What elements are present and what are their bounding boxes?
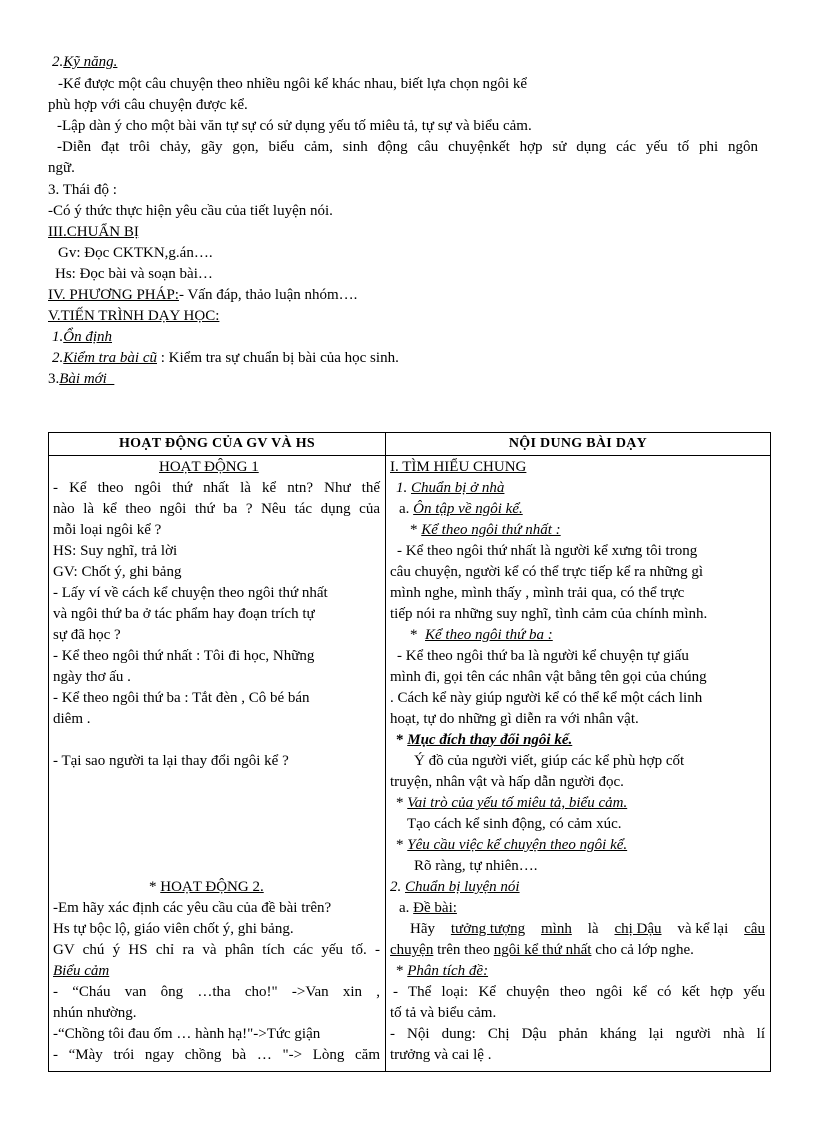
step-3-title: Bài mới xyxy=(59,371,115,387)
left-line: -“Chồng tôi đau ốm … hành hạ!"->Tức giận xyxy=(53,1026,321,1042)
left-line: - Tại sao người ta lại thay đổi ngôi kể ? xyxy=(53,753,289,769)
topic-line-1 xyxy=(410,920,765,938)
topic-word: câu xyxy=(744,921,765,937)
right-line: Tạo cách kể sinh động, có cảm xúc. xyxy=(407,816,622,832)
left-line: và ngôi thứ ba ở tác phẩm hay đoạn trích tự xyxy=(53,606,315,622)
content-cell xyxy=(386,456,771,1072)
left-line: - “Cháu van ông …tha cho!" ->Van xin , xyxy=(53,984,380,1000)
point-heading xyxy=(396,836,627,854)
topic-word: chuyện xyxy=(390,942,434,958)
point-title: Yêu cầu việc kể chuyện theo ngôi kể. xyxy=(407,837,628,853)
item-number: a. xyxy=(399,501,410,517)
step-1-title: Ổn định xyxy=(63,329,112,345)
topic-word: cho cả lớp nghe. xyxy=(591,942,694,958)
point-heading xyxy=(396,731,572,749)
step-1-number: 1. xyxy=(52,329,64,345)
activity-2-heading xyxy=(149,878,264,896)
left-line: mỗi loại ngôi kể ? xyxy=(53,522,162,538)
left-line: - Kể theo ngôi thứ nhất là kể ntn? Như thế xyxy=(53,480,380,496)
left-line: GV chú ý HS chỉ ra và phân tích các yếu tố. - xyxy=(53,942,380,958)
right-line: câu chuyện, người kể có thể trực tiếp kể ra những gì xyxy=(390,564,704,580)
right-line: Rõ ràng, tự nhiên…. xyxy=(414,858,538,874)
left-line: nhún nhường. xyxy=(53,1005,137,1021)
method-line xyxy=(48,286,357,304)
left-line: GV: Chốt ý, ghi bảng xyxy=(53,564,182,580)
preparation-heading: III.CHUẨN BỊ xyxy=(48,224,139,240)
point-title: Phân tích đề: xyxy=(407,963,489,979)
method-heading: IV. PHƯƠNG PHÁP: xyxy=(48,287,179,303)
skills-line-1: -Kể được một câu chuyện theo nhiều ngôi kể khác nhau, biết lựa chọn ngôi kể xyxy=(58,76,528,92)
activity-1-heading: HOẠT ĐỘNG 1 xyxy=(159,459,259,475)
point-star: * xyxy=(396,795,408,811)
point-star: * xyxy=(396,837,408,853)
skills-heading xyxy=(52,53,117,71)
step-3-number: 3. xyxy=(48,371,60,387)
activity-2-star: * xyxy=(149,879,161,895)
left-line: -Em hãy xác định các yêu cầu của đề bài trên? xyxy=(53,900,332,916)
left-line: nào là kể theo ngôi thứ ba ? Nêu tác dụng của xyxy=(53,501,380,517)
item-heading xyxy=(399,500,523,518)
left-line: - Lấy ví về cách kể chuyện theo ngôi thứ nhất xyxy=(53,585,328,601)
skills-line-5: ngữ. xyxy=(48,160,75,176)
point-star: * xyxy=(396,963,408,979)
item-title: Ôn tập về ngôi kể. xyxy=(413,501,523,517)
right-line: tố tả và biểu cảm. xyxy=(390,1005,497,1021)
subsection-number: 1. xyxy=(396,480,408,496)
right-line: Ý đồ của người viết, giúp các kể phù hợp cốt xyxy=(414,753,685,769)
point-title: Vai trò của yếu tố miêu tả, biểu cảm. xyxy=(407,795,628,811)
subsection-heading xyxy=(390,878,520,896)
skills-title: Kỹ năng. xyxy=(63,54,118,70)
topic-word: trên theo xyxy=(433,942,494,958)
point-title: Mục đích thay đổi ngôi kể. xyxy=(407,732,573,748)
right-line: - Thể loại: Kể chuyện theo ngôi kể có kết hợp yếu xyxy=(393,984,765,1000)
right-line: truyện, nhân vật và hấp dẫn người đọc. xyxy=(390,774,624,790)
topic-word: mình xyxy=(541,921,572,937)
topic-word: là xyxy=(587,921,599,937)
right-line: . Cách kể này giúp người kể có thể kể một cách linh xyxy=(390,690,703,706)
item-number: a. xyxy=(399,900,410,916)
skills-line-2: phù hợp với câu chuyện được kể. xyxy=(48,97,248,113)
step-1 xyxy=(52,328,112,346)
right-line: mình đi, gọi tên các nhân vật bằng tên gọi của chúng xyxy=(390,669,707,685)
attitude-text: -Có ý thức thực hiện yêu cầu của tiết luyện nói. xyxy=(48,203,333,219)
left-line: diêm . xyxy=(53,711,91,727)
point-star: * xyxy=(410,522,422,538)
header-activities: HOẠT ĐỘNG CỦA GV VÀ HS xyxy=(49,433,386,456)
point-heading xyxy=(396,794,627,812)
activity-2-title: HOẠT ĐỘNG 2. xyxy=(160,879,264,895)
left-line: ngày thơ ấu . xyxy=(53,669,131,685)
step-2-number: 2. xyxy=(52,350,64,366)
subsection-title: Chuẩn bị ở nhà xyxy=(411,480,505,496)
table-header-row xyxy=(49,433,771,456)
point-title: Kể theo ngôi thứ nhất : xyxy=(421,522,561,538)
left-line: - Kể theo ngôi thứ ba : Tắt đèn , Cô bé bán xyxy=(53,690,310,706)
point-star: * xyxy=(396,732,408,748)
topic-word: và kể lại xyxy=(677,921,729,937)
process-heading: V.TIẾN TRÌNH DẠY HỌC: xyxy=(48,308,220,324)
right-line: - Kể theo ngôi thứ nhất là người kể xưng tôi trong xyxy=(397,543,698,559)
preparation-teacher: Gv: Đọc CKTKN,g.án…. xyxy=(58,245,213,261)
point-title: Kể theo ngôi thứ ba : xyxy=(425,627,553,643)
header-content: NỘI DUNG BÀI DẠY xyxy=(386,433,771,456)
lesson-table xyxy=(48,432,771,1072)
method-text: - Vấn đáp, thảo luận nhóm…. xyxy=(178,287,358,303)
left-line: - Kể theo ngôi thứ nhất : Tôi đi học, Những xyxy=(53,648,315,664)
step-2-title: Kiểm tra bài cũ xyxy=(63,350,157,366)
point-heading xyxy=(410,626,553,644)
preparation-student: Hs: Đọc bài và soạn bài… xyxy=(55,266,213,282)
topic-word: Hãy xyxy=(410,921,435,937)
topic-word: ngôi kể thứ nhất xyxy=(493,942,592,958)
skills-line-4: -Diễn đạt trôi chảy, gãy gọn, biểu cảm, sinh động câu chuyệnkết hợp sử dụng các yếu tố phi ngôn xyxy=(57,139,758,155)
step-3 xyxy=(48,370,114,388)
subsection-number: 2. xyxy=(390,879,402,895)
left-line: HS: Suy nghĩ, trả lời xyxy=(53,543,178,559)
step-2-text: : Kiểm tra sự chuẩn bị bài của học sinh. xyxy=(160,350,399,366)
topic-word: chị Dậu xyxy=(614,921,662,937)
attitude-heading: 3. Thái độ : xyxy=(48,182,117,198)
table-body-row xyxy=(49,456,771,1072)
topic-line-2 xyxy=(390,941,694,959)
point-heading xyxy=(396,962,488,980)
right-line: mình nghe, mình thấy , mình trải qua, có thể trực xyxy=(390,585,685,601)
activities-cell xyxy=(49,456,386,1072)
section-heading: I. TÌM HIỂU CHUNG xyxy=(390,459,527,475)
left-line: sự đã học ? xyxy=(53,627,121,643)
left-line: Hs tự bộc lộ, giáo viên chốt ý, ghi bảng. xyxy=(53,921,294,937)
left-line: Biểu cảm xyxy=(53,963,110,979)
right-line: hoạt, tự do những gì diễn ra với nhân vật. xyxy=(390,711,639,727)
skills-line-3: -Lập dàn ý cho một bài văn tự sự có sử dụng yếu tố miêu tả, tự sự và biểu cảm. xyxy=(57,118,532,134)
right-line: - Nội dung: Chị Dậu phản kháng lại người nhà lí xyxy=(390,1026,765,1042)
point-heading xyxy=(410,521,561,539)
step-2 xyxy=(52,349,399,367)
topic-word: tưởng tượng xyxy=(450,921,526,937)
right-line: trưởng và cai lệ . xyxy=(390,1047,492,1063)
skills-number: 2. xyxy=(52,54,64,70)
right-line: tiếp nói ra những suy nghĩ, tình cảm của chính mình. xyxy=(390,606,708,622)
right-line: - Kể theo ngôi thứ ba là người kể chuyện tự giấu xyxy=(397,648,689,664)
subsection-heading xyxy=(396,479,504,497)
subsection-title: Chuẩn bị luyện nói xyxy=(405,879,520,895)
item-title: Đề bài: xyxy=(413,900,457,916)
item-heading xyxy=(399,899,457,917)
left-line: - “Mày trói ngay chồng bà … "-> Lòng căm xyxy=(53,1047,380,1063)
point-star: * xyxy=(410,627,425,643)
